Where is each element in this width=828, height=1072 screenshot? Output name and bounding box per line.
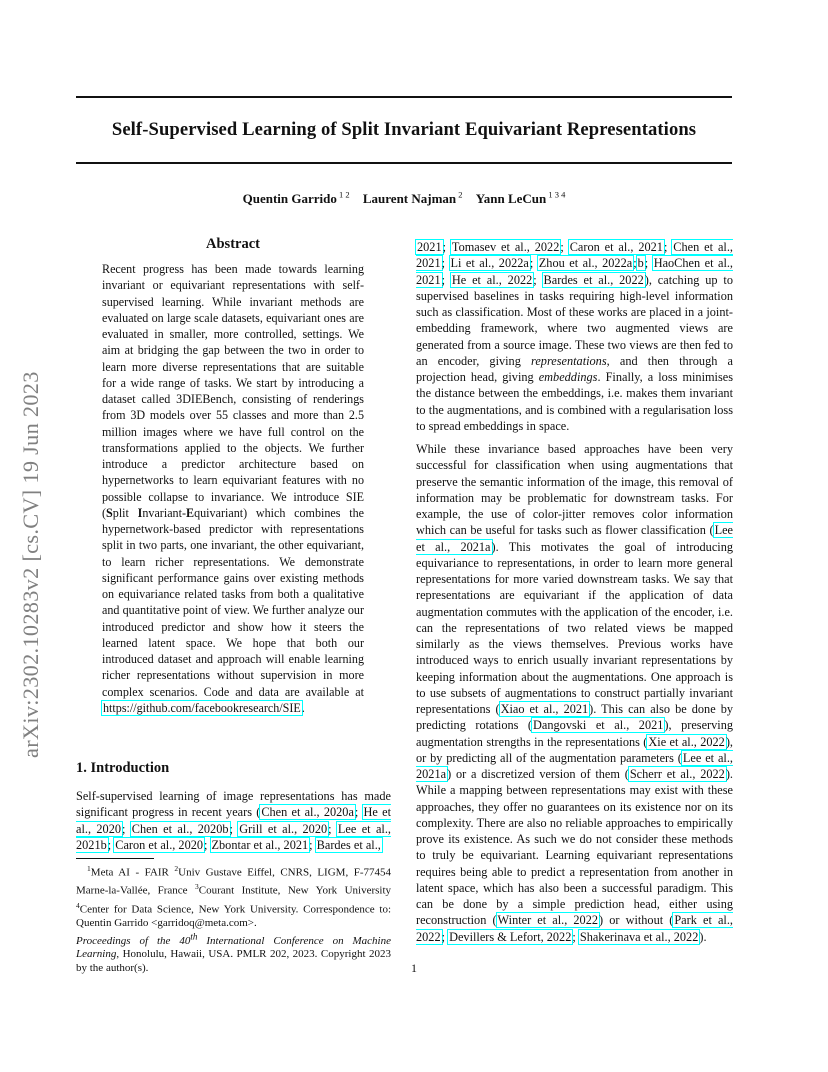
code-link[interactable]: https://github.com/facebookresearch/SIE xyxy=(103,700,301,715)
abstract-heading: Abstract xyxy=(206,236,260,252)
citation-link[interactable]: Lee et al., 2021b xyxy=(76,821,391,852)
citation-link[interactable]: Caron et al., 2021 xyxy=(569,240,663,254)
citation-link[interactable]: Lee et al., 2021a xyxy=(416,750,733,781)
title-top-rule xyxy=(76,96,732,98)
citation-link[interactable]: HaoChen et al., 2021 xyxy=(416,256,734,287)
author-3: Yann LeCun $^{1 3 4}$ xyxy=(475,190,566,207)
author-list xyxy=(76,190,732,207)
right-column-paragraph-1: 2021; Tomasev et al., 2022; Caron et al., 2021; Chen et al., 2021; Li et al., 2022a; Zhou et al., 2022a;b; HaoChen et al., 2021; He et al., 2022; Bardes et al., 2022), catching up to supervised baselines in tasks requiring high-level information such as classification. Most of these works are placed in a joint-embedding framework, where two augmented views are generated from a source image. These two views are then fed to an encoder, giving representations, and then through a projection head, giving embeddings. Finally, a loss minimises the distance between the embeddings, i.e. makes them invariant to the augmentations, and is combined with a regularisation loss to spread embeddings in space. xyxy=(416,240,734,433)
citation-link[interactable]: Li et al., 2022a xyxy=(450,256,529,271)
citation-link[interactable]: Zhou et al., 2022a xyxy=(538,256,633,271)
citation-link[interactable]: Zbontar et al., 2021 xyxy=(211,837,309,852)
affiliations-footnote: $^1$Meta AI - FAIR $^2$Univ Gustave Eiffel, CNRS, LIGM, F-77454 Marne-la-Vallée, France $^3$Courant Institute, New York University $^4$Center for Data Science, New York University. Correspondence to: Quentin Garrido <garridoq@meta.com>. xyxy=(76,864,392,930)
author-1: Quentin Garrido $^{1 2}$ xyxy=(242,190,350,207)
citation-link[interactable]: Park et al., 2022 xyxy=(416,913,733,944)
citation-link[interactable]: Xie et al., 2022 xyxy=(648,734,725,749)
page-number: 1 xyxy=(411,961,417,975)
right-column-paragraph-2: While these invariance based approaches have been very successful for classification when using augmentations that preserve the semantic information of the image, this removal of information may be problematic for downstream tasks. For example, the use of color-jitter removes color information which can be useful for tasks such as flower classification (Lee et al., 2021a). This motivates the goal of introducing equivariance to representations, in order to learn more general representations for more varied downstream tasks. We say that representations are equivariant if the application of data augmentation commutes with the application of the encoder, i.e. can the representations of two related views be mapped similarly as the views themselves. Previous works have introduced ways to enrich usually invariant representations by keeping information about the augmentations. One approach is to use subsets of augmentations to construct partially invariant representations (Xiao et al., 2021). This can also be done by predicting rotations (Dangovski et al., 2021), preserving augmentation strengths in the representations (Xie et al., 2022), or by predicting all of the augmentation parameters (Lee et al., 2021a) or a discretized version of them (Scherr et al., 2022). While a mapping between representations may exist with these approaches, they offer no guarantees on its existence nor on its complexity. There are also no reliable approaches to empirically prove its existence. As such we do not consider these methods to truly be equivariant. Learning equivariant representations requires being able to predict a representation from another in latent space, which has also been a successful paradigm. This can be done by a simple prediction head, either using reconstruction (Winter et al., 2022) or without (Park et al., 2022; Devillers & Lefort, 2022; Shakerinava et al., 2022). xyxy=(416,442,734,944)
citation-link[interactable]: Tomasev et al., 2022 xyxy=(451,240,560,254)
citation-link[interactable]: Scherr et al., 2022 xyxy=(629,767,725,781)
citation-link[interactable]: Bardes et al., xyxy=(316,837,381,852)
arxiv-identifier: arXiv:2302.10283v2 [cs.CV] 19 Jun 2023 xyxy=(18,371,43,758)
citation-link[interactable]: Bardes et al., 2022 xyxy=(543,272,644,287)
citation-link[interactable]: Chen et al., 2020a xyxy=(261,805,354,820)
citation-link[interactable]: Grill et al., 2020 xyxy=(239,821,328,836)
abstract-body: Recent progress has been made towards learning invariant or equivariant representations with self-supervised learning. While invariant methods are evaluated on large scale datasets, equivariant ones are evaluated in smaller, more controlled, settings. We aim at bridging the gap between the two in order to learn more diverse representations that are suitable for a wide range of tasks. We start by introducing a dataset called 3DIEBench, consisting of renderings from 3D models over 55 classes and more than 2.5 million images where we have full control on the transformations applied to the objects. We further introduce a predictor architecture based on hypernetworks to learn equivariant features with no possible collapse to invariance. We introduce SIE (Split Invariant-Equivariant) which combines the hypernetwork-based predictor with representations split in two parts, one invariant, the other equivariant, to learn richer representations. We demonstrate significant performance gains over existing methods on equivariance related tasks from both a qualitative and quantitative point of view. We further analyze our introduced predictor and show how it steers the learned latent space. We hope that both our introduced dataset and approach will enable learning richer representations without supervision in more complex scenarios. Code and data are available at https://github.com/facebookresearch/SIE. xyxy=(102,262,364,715)
citation-link[interactable]: He et al., 2022 xyxy=(451,272,533,287)
citation-link[interactable]: 2021 xyxy=(417,240,442,254)
section-heading-introduction: 1. Introduction xyxy=(76,760,170,776)
citation-link[interactable]: Shakerinava et al., 2022 xyxy=(579,929,699,944)
citation-link[interactable]: He et al., 2020 xyxy=(76,805,391,836)
citation-link[interactable]: Dangovski et al., 2021 xyxy=(533,718,664,733)
citation-link[interactable]: b xyxy=(637,256,644,271)
introduction-body: Self-supervised learning of image representations has made significant progress in recent years (Chen et al., 2020a; He et al., 2020; Chen et al., 2020b; Grill et al., 2020; Lee et al., 2021b; Caron et al., 2020; Zbontar et al., 2021; Bardes et al., xyxy=(76,789,391,852)
author-2: Laurent Najman $^2$ xyxy=(362,190,463,207)
proceedings-note: Proceedings of the 40th International Conference on Machine Learning, Honolulu, Hawaii, USA. PMLR 202, 2023. Copyright 2023 by the author(s). xyxy=(76,931,391,975)
citation-link[interactable]: Winter et al., 2022 xyxy=(497,913,599,928)
title-bottom-rule xyxy=(76,162,732,164)
footnote-rule xyxy=(76,858,154,859)
citation-link[interactable]: Chen et al., 2021 xyxy=(416,240,733,271)
citation-link[interactable]: Chen et al., 2020b xyxy=(131,821,229,836)
citation-link[interactable]: Devillers & Lefort, 2022 xyxy=(449,929,572,944)
citation-link[interactable]: Xiao et al., 2021 xyxy=(500,702,589,716)
citation-link[interactable]: Lee et al., 2021a xyxy=(416,523,733,554)
paper-title: Self-Supervised Learning of Split Invariant Equivariant Representations xyxy=(111,119,697,140)
citation-link[interactable]: Caron et al., 2020 xyxy=(115,837,204,852)
